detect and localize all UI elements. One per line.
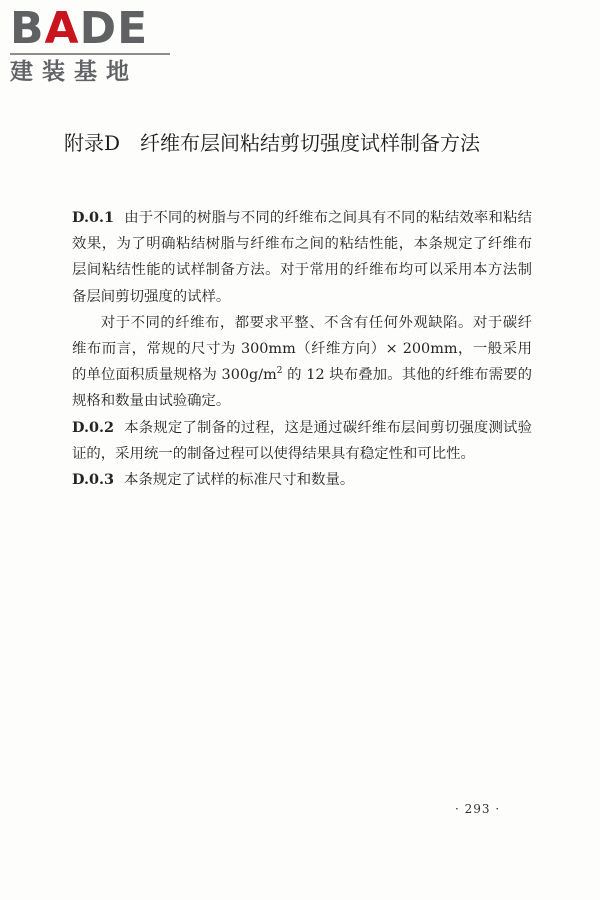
page-number: · 293 ·	[455, 802, 501, 816]
superscript: 2	[276, 366, 283, 377]
logo-chinese-name: 建装基地	[10, 59, 138, 85]
paragraph-text: 本条规定了试样的标准尺寸和数量。	[124, 472, 355, 489]
clause-number: D.0.2	[72, 418, 115, 436]
paragraph-text: 的 12 块布叠加。其他的纤维布需要的规格和数量由试验确定。	[72, 367, 532, 410]
paragraph-text: 对于不同的纤维布，都要求平整、不含有任何外观缺陷。对于碳纤维布而言，常规的尺寸为 300mm（纤维方向）× 200mm，一般采用的单位面积质量规格为 300g/m	[72, 314, 532, 384]
document-body	[72, 205, 532, 493]
logo-letter-b: B	[10, 3, 45, 54]
paragraph-text: 由于不同的树脂与不同的纤维布之间具有不同的粘结效率和粘结效果，为了明确粘结树脂与纤维布之间的粘结性能，本条规定了纤维布层间粘结性能的试样制备方法。对于常用的纤维布均可以采用本方法制备层间剪切强度的试样。	[72, 210, 532, 305]
bade-logo	[10, 3, 180, 88]
clause-number: D.0.3	[72, 471, 115, 489]
clause-number: D.0.1	[72, 209, 115, 226]
logo-letter-a: A	[44, 3, 80, 54]
paragraph-d01	[72, 205, 532, 310]
paragraph-d02	[72, 415, 532, 467]
appendix-title: 附录D 纤维布层间粘结剪切强度试样制备方法	[64, 131, 481, 155]
logo-letters-de: DE	[79, 3, 149, 54]
logo-wordmark	[10, 3, 180, 54]
paragraph-d01-continued	[72, 310, 532, 415]
paragraph-d03	[72, 467, 532, 493]
paragraph-text: 本条规定了制备的过程，这是通过碳纤维布层间剪切强度测试验证的，采用统一的制备过程可以使得结果具有稳定性和可比性。	[72, 419, 532, 462]
